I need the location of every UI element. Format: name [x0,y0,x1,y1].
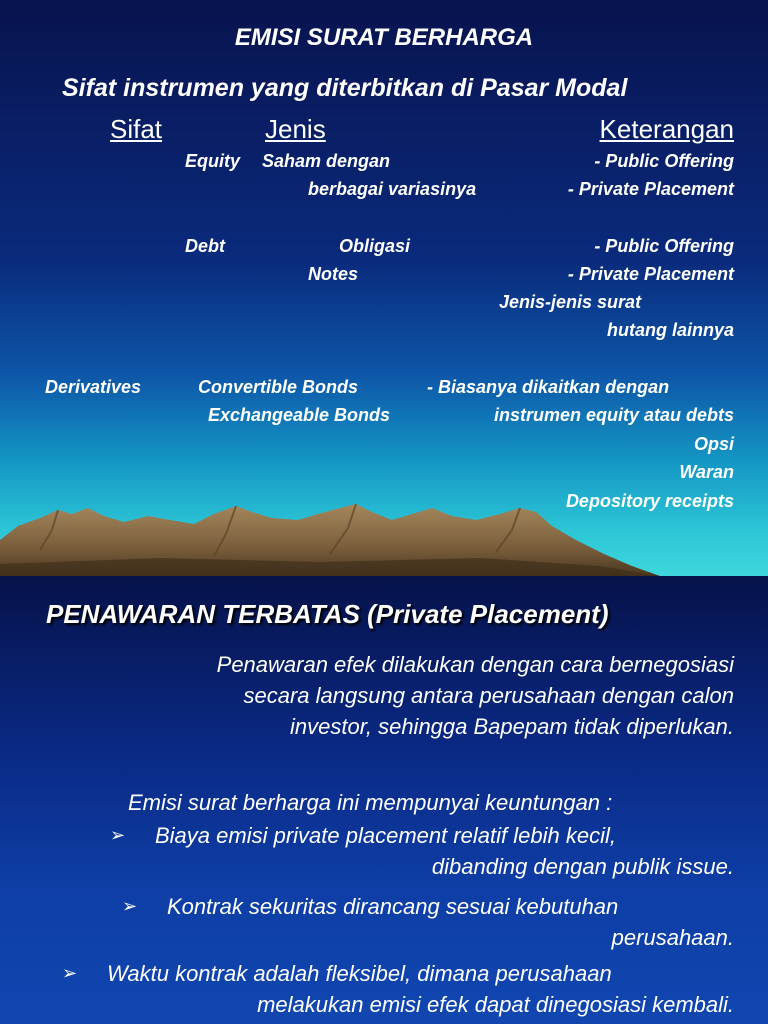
debt-sifat: Debt [185,236,225,256]
paragraph-line-1: Penawaran efek dilakukan dengan cara bernegosiasi [216,652,734,677]
slide-subtitle: Sifat instrumen yang diterbitkan di Pasar Modal [62,74,628,102]
bullet-2-line-2: perusahaan. [611,925,734,950]
derivatives-depository-receipts: Depository receipts [565,491,734,511]
debt-jenis-surat: Jenis-jenis surat [499,292,642,312]
paragraph-line-3: investor, sehingga Bapepam tidak diperlukan. [290,714,734,739]
equity-ket-private-placement: - Private Placement [567,179,734,199]
bullet-3-line-2: melakukan emisi efek dapat dinegosiasi kembali. [257,992,734,1017]
bullet-1-line-1: Biaya emisi private placement relatif lebih kecil, [155,823,616,848]
bullet-3-line-1: Waktu kontrak adalah fleksibel, dimana perusahaan [107,961,612,986]
slide-title: EMISI SURAT BERHARGA [234,24,534,51]
debt-jenis-notes: Notes [308,264,359,284]
debt-ket-private-placement: - Private Placement [567,264,734,284]
paragraph-line-2: secara langsung antara perusahaan dengan calon [243,683,734,708]
slide-title: PENAWARAN TERBATAS (Private Placement) [46,599,609,629]
derivatives-ket-line1: - Biasanya dikaitkan dengan [427,377,670,397]
derivatives-opsi: Opsi [693,434,734,454]
debt-hutang-lainnya: hutang lainnya [606,320,734,340]
arrowhead-bullet-icon: ➢ [122,896,138,916]
header-keterangan: Keterangan [599,114,734,144]
slide-penawaran-terbatas [0,576,768,1024]
derivatives-waran: Waran [679,462,734,482]
arrowhead-bullet-icon: ➢ [110,825,126,845]
bullet-1-line-2: dibanding dengan publik issue. [431,854,734,879]
derivatives-convertible-bonds: Convertible Bonds [198,377,359,397]
derivatives-sifat: Derivatives [45,377,142,397]
bullet-2-line-1: Kontrak sekuritas dirancang sesuai kebutuhan [167,894,619,919]
header-jenis: Jenis [265,114,326,144]
advantages-intro: Emisi surat berharga ini mempunyai keuntungan : [128,790,613,815]
debt-jenis-obligasi: Obligasi [339,236,411,256]
debt-ket-public-offering: - Public Offering [594,236,734,256]
equity-jenis-line1: Saham dengan [262,151,391,171]
derivatives-exchangeable-bonds: Exchangeable Bonds [208,405,391,425]
mountain-range-illustration [0,500,768,576]
derivatives-ket-line2: instrumen equity atau debts [493,405,734,425]
equity-ket-public-offering: - Public Offering [594,151,734,171]
equity-jenis-line2: berbagai variasinya [308,179,477,199]
equity-sifat: Equity [185,151,241,171]
arrowhead-bullet-icon: ➢ [62,963,78,983]
header-sifat: Sifat [110,114,163,144]
